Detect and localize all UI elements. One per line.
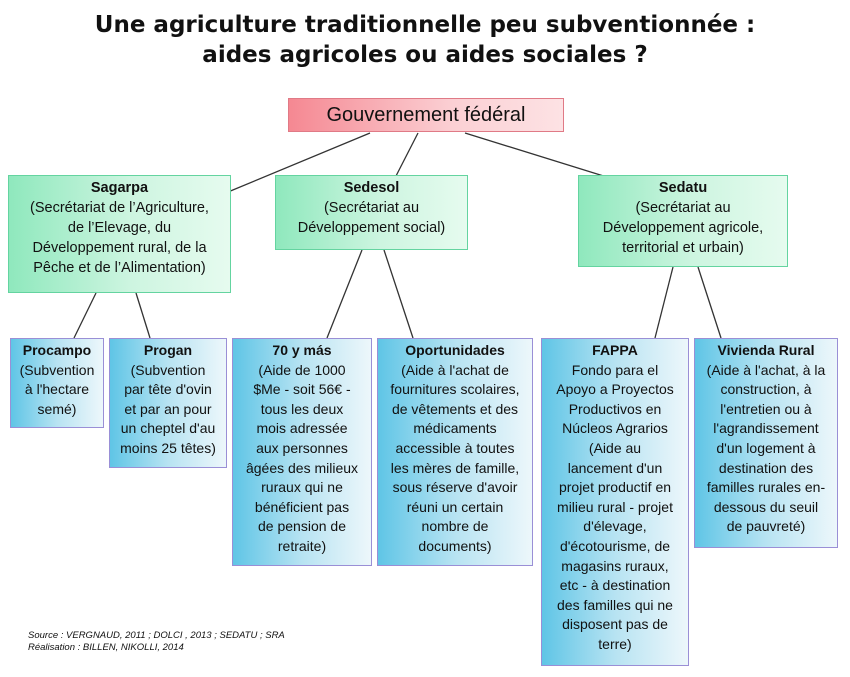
link-sedesol-oportunidades [384, 250, 413, 338]
node-title: Progan [143, 342, 193, 358]
node-title: Procampo [22, 342, 92, 358]
link-root-sedatu [465, 133, 610, 178]
root-node-gouvernement-federal [288, 98, 564, 132]
source-note [28, 630, 285, 654]
node-description: (Secrétariat au Développement social) [297, 200, 446, 236]
node-title: Sedatu [658, 180, 708, 196]
node-description: (Subvention par tête d'ovin et par an pour un cheptel d'au moins 25 têtes) [120, 361, 216, 456]
node-description: (Aide à l'achat, à la construction, à l'entretien ou à l'agrandissement d'un logement à destination des familles rurales en- dessous du seuil de pauvreté) [706, 361, 826, 535]
node-description: (Secrétariat au Développement agricole, territorial et urbain) [602, 200, 764, 256]
node-sedatu [578, 175, 788, 267]
node-title: Oportunidades [405, 342, 505, 358]
link-sagarpa-procampo [74, 293, 96, 338]
root-label: Gouvernement fédéral [326, 104, 526, 126]
node-description: (Aide de 1000 $Me - soit 56€ - tous les deux mois adressée aux personnes âgées des milieux ruraux qui ne bénéficient pas de pension de retraite) [245, 361, 359, 554]
node-70-y-mas [232, 338, 372, 566]
title-line-1: Une agriculture traditionnelle peu subventionnée : [94, 12, 756, 38]
node-title: Vivienda Rural [717, 342, 815, 358]
node-sagarpa [8, 175, 231, 293]
node-description: Fondo para el Apoyo a Proyectos Productivos en Núcleos Agrarios (Aide au lancement d'un projet productif en milieu rural - projet d'élevage, d'écotourisme, de magasins ruraux, etc - à destination des familles qui ne disposent pas de terre) [556, 361, 674, 652]
link-root-sedesol [396, 133, 418, 176]
node-title: Sedesol [343, 180, 400, 196]
link-sedesol-70ymas [327, 250, 362, 338]
node-fappa [541, 338, 689, 666]
node-title: FAPPA [592, 342, 638, 358]
node-sedesol [275, 175, 468, 250]
source-line: Source : VERGNAUD, 2011 ; DOLCI , 2013 ; SEDATU ; SRA [28, 630, 285, 641]
node-title: 70 y más [272, 342, 332, 358]
link-sagarpa-progan [136, 293, 150, 338]
node-oportunidades [377, 338, 533, 566]
title-line-2: aides agricoles ou aides sociales ? [202, 42, 648, 68]
link-sedatu-fappa [655, 267, 673, 338]
link-sedatu-vivienda [698, 267, 721, 338]
node-description: (Aide à l'achat de fournitures scolaires, de vêtements et des médicaments accessible à toutes les mères de famille, sous réserve d'avoir réuni un certain nombre de documents) [390, 361, 520, 554]
node-procampo [10, 338, 104, 428]
node-description: (Secrétariat de l’Agriculture, de l’Elevage, du Développement rural, de la Pêche et de l’Alimentation) [30, 200, 209, 276]
node-description: (Subvention à l'hectare semé) [19, 361, 95, 417]
credit-line: Réalisation : BILLEN, NIKOLLI, 2014 [28, 642, 184, 653]
node-progan [109, 338, 227, 468]
node-vivienda-rural [694, 338, 838, 548]
node-title: Sagarpa [90, 180, 149, 196]
